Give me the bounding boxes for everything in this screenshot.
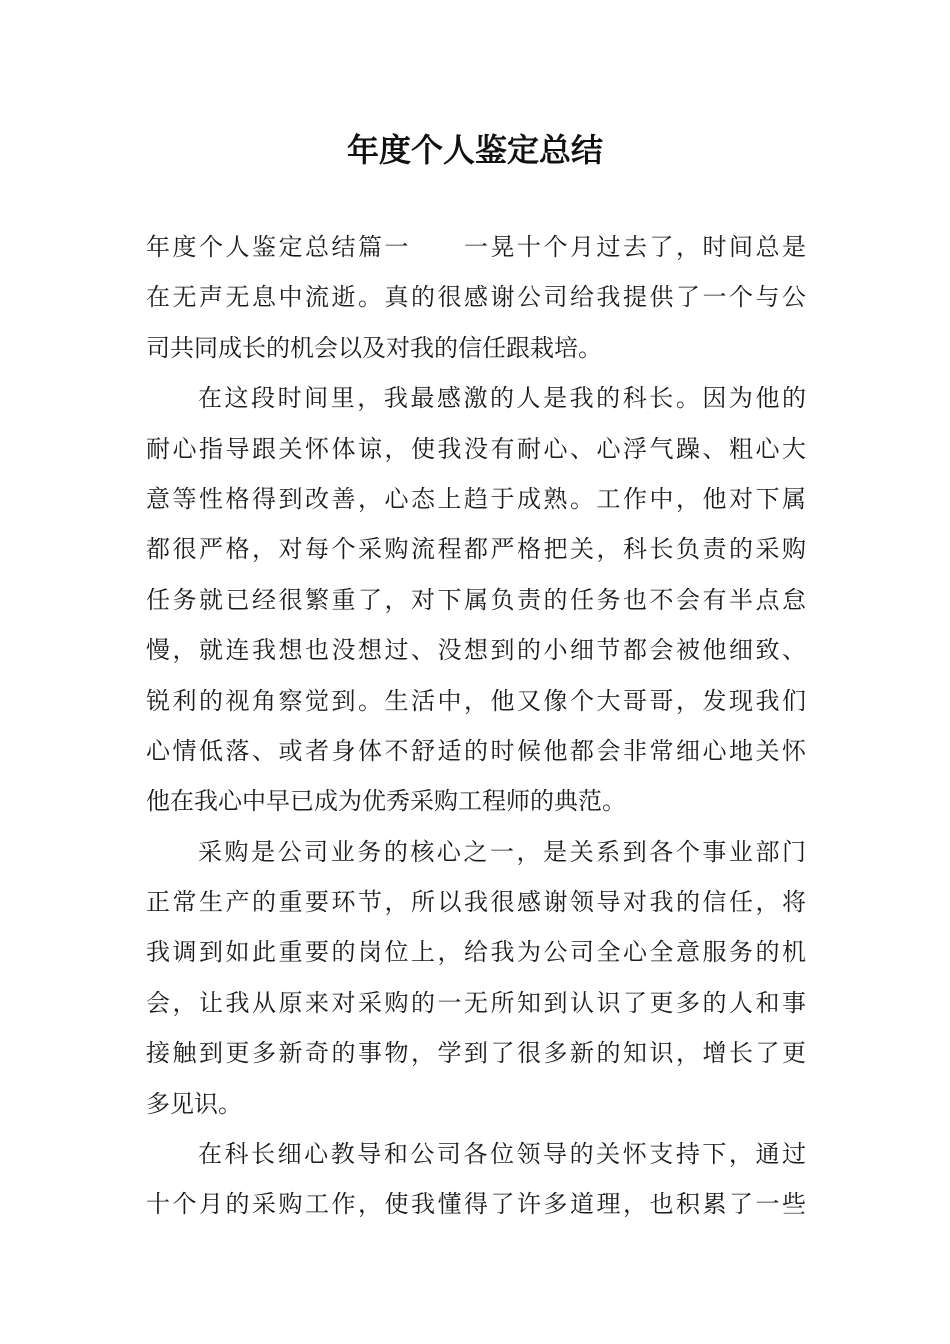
text-line: 年度个人鉴定总结篇一 一晃十个月过去了，时间总是 — [146, 233, 806, 261]
text-line: 都很严格，对每个采购流程都严格把关，科长负责的采购 — [146, 535, 806, 564]
page-title: 年度个人鉴定总结 — [346, 131, 603, 169]
text-line: 耐心指导跟关怀体谅，使我没有耐心、心浮气躁、粗心大 — [146, 434, 806, 463]
text-line: 多见识。 — [146, 1089, 242, 1118]
text-line: 接触到更多新奇的事物，学到了很多新的知识，增长了更 — [146, 1039, 806, 1068]
text-line: 十个月的采购工作，使我懂得了许多道理，也积累了一些 — [146, 1190, 806, 1219]
text-line: 我调到如此重要的岗位上，给我为公司全心全意服务的机 — [146, 938, 806, 967]
text-line: 意等性格得到改善，心态上趋于成熟。工作中，他对下属 — [146, 484, 806, 513]
text-line: 任务就已经很繁重了，对下属负责的任务也不会有半点怠 — [146, 585, 806, 614]
text-line: 会，让我从原来对采购的一无所知到认识了更多的人和事 — [146, 988, 806, 1017]
text-line: 采购是公司业务的核心之一，是关系到各个事业部门 — [198, 837, 806, 866]
text-line: 司共同成长的机会以及对我的信任跟栽培。 — [146, 333, 602, 362]
text-line: 锐利的视角察觉到。生活中，他又像个大哥哥，发现我们 — [146, 686, 806, 715]
document-body — [146, 222, 806, 1230]
text-line: 在科长细心教导和公司各位领导的关怀支持下，通过 — [198, 1140, 806, 1169]
text-line: 在无声无息中流逝。真的很感谢公司给我提供了一个与公 — [146, 283, 806, 312]
text-line: 在这段时间里，我最感激的人是我的科长。因为他的 — [198, 384, 806, 413]
text-line: 他在我心中早已成为优秀采购工程师的典范。 — [146, 787, 626, 816]
text-line: 正常生产的重要环节，所以我很感谢领导对我的信任，将 — [146, 888, 806, 917]
text-line: 慢，就连我想也没想过、没想到的小细节都会被他细致、 — [146, 636, 806, 665]
text-line: 心情低落、或者身体不舒适的时候他都会非常细心地关怀 — [146, 736, 806, 765]
